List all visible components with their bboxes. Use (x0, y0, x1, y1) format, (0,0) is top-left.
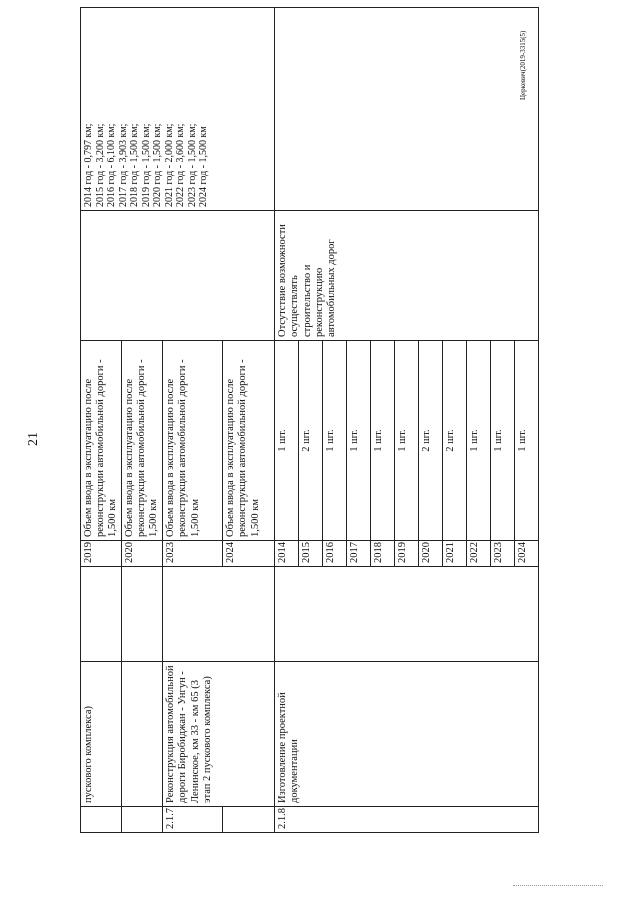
table-wrapper (80, 8, 585, 833)
year-cell: 2020 (419, 541, 443, 567)
year-cell: 2018 (371, 541, 395, 567)
output-line: 2023 год - 1,500 км; (186, 123, 198, 207)
bottom-dotted-line (513, 885, 603, 886)
year-cell: 2019 (395, 541, 419, 567)
row-number (81, 807, 122, 833)
output-line: 2021 год - 2,000 км; (163, 123, 175, 207)
output-line: 2024 год - 1,500 км (198, 126, 209, 207)
output-cell-empty (275, 8, 539, 211)
indicator-text: Объем ввода в эксплуатацию после реконструкции автомобильной дороги - 1,500 км (163, 341, 223, 541)
year-cell: 2023 (491, 541, 515, 567)
output-line: 2016 год - 6,100 км; (106, 123, 117, 207)
output-line: 2019 год - 1,500 км; (140, 123, 152, 207)
quantity-cell: 1 шт. (275, 341, 299, 541)
year-cell: 2024 (223, 541, 275, 567)
year-cell: 2021 (443, 541, 467, 567)
measure-name: Изготовление проектной документации (275, 662, 539, 807)
quantity-cell: 2 шт. (443, 341, 467, 541)
row-number (122, 807, 163, 833)
page-number: 21 (26, 432, 41, 446)
year-cell: 2020 (122, 541, 163, 567)
measure-name: Реконструкция автомобильной дороги Биробиджан - Унгун - Ленинское, км 33 - км 65 (3 этап 2 пускового комплекса) (163, 662, 275, 807)
quantity-cell: 1 шт. (491, 341, 515, 541)
quantity-cell: 1 шт. (371, 341, 395, 541)
output-line: 2020 год - 1,500 км; (152, 123, 163, 207)
year-cell: 2023 (163, 541, 223, 567)
quantity-cell: 1 шт. (323, 341, 347, 541)
quantity-cell: 1 шт. (395, 341, 419, 541)
year-cell: 2016 (323, 541, 347, 567)
output-line: 2015 год - 3,200 км; (94, 123, 106, 207)
row-number (223, 807, 275, 833)
quantity-cell: 2 шт. (299, 341, 323, 541)
year-cell: 2017 (347, 541, 371, 567)
output-cell (81, 8, 275, 211)
indicator-text: Объем ввода в эксплуатацию после реконструкции автомобильной дороги - 1,500 км (223, 341, 275, 541)
year-cell: 2014 (275, 541, 299, 567)
empty-cell (122, 567, 163, 662)
empty-cell (81, 567, 122, 662)
row-number: 2.1.8 (275, 807, 539, 833)
measure-name (122, 662, 163, 807)
year-cell: 2022 (467, 541, 491, 567)
quantity-cell: 1 шт. (467, 341, 491, 541)
output-line: 2017 год - 3,903 км; (117, 123, 129, 207)
year-cell: 2015 (299, 541, 323, 567)
year-cell: 2019 (81, 541, 122, 567)
table-row (275, 8, 299, 833)
reason-cell: Отсутствие возможности осуществлять строительство и реконструкцию автомобильных дорог (275, 211, 539, 341)
quantity-cell: 1 шт. (347, 341, 371, 541)
quantity-cell: 1 шт. (515, 341, 539, 541)
quantity-cell: 2 шт. (419, 341, 443, 541)
indicator-text: Объем ввода в эксплуатацию после реконструкции автомобильной дороги - 1,500 км (122, 341, 163, 541)
year-cell: 2024 (515, 541, 539, 567)
output-line: 2014 год - 0,797 км; (83, 123, 94, 207)
output-line: 2018 год - 1,500 км; (129, 123, 140, 207)
indicator-text: Объем ввода в эксплуатацию после реконструкции автомобильной дороги - 1,500 км (81, 341, 122, 541)
table-row (81, 8, 122, 833)
empty-cell (275, 567, 539, 662)
program-table (80, 7, 539, 833)
document-code: Церкевич(2019-3315(5) (519, 30, 527, 100)
output-line: 2022 год - 3,600 км; (175, 123, 186, 207)
empty-cell (163, 567, 275, 662)
rotated-page (80, 8, 585, 833)
reason-cell (81, 211, 275, 341)
measure-name: пускового комплекса) (81, 662, 122, 807)
row-number: 2.1.7 (163, 807, 223, 833)
